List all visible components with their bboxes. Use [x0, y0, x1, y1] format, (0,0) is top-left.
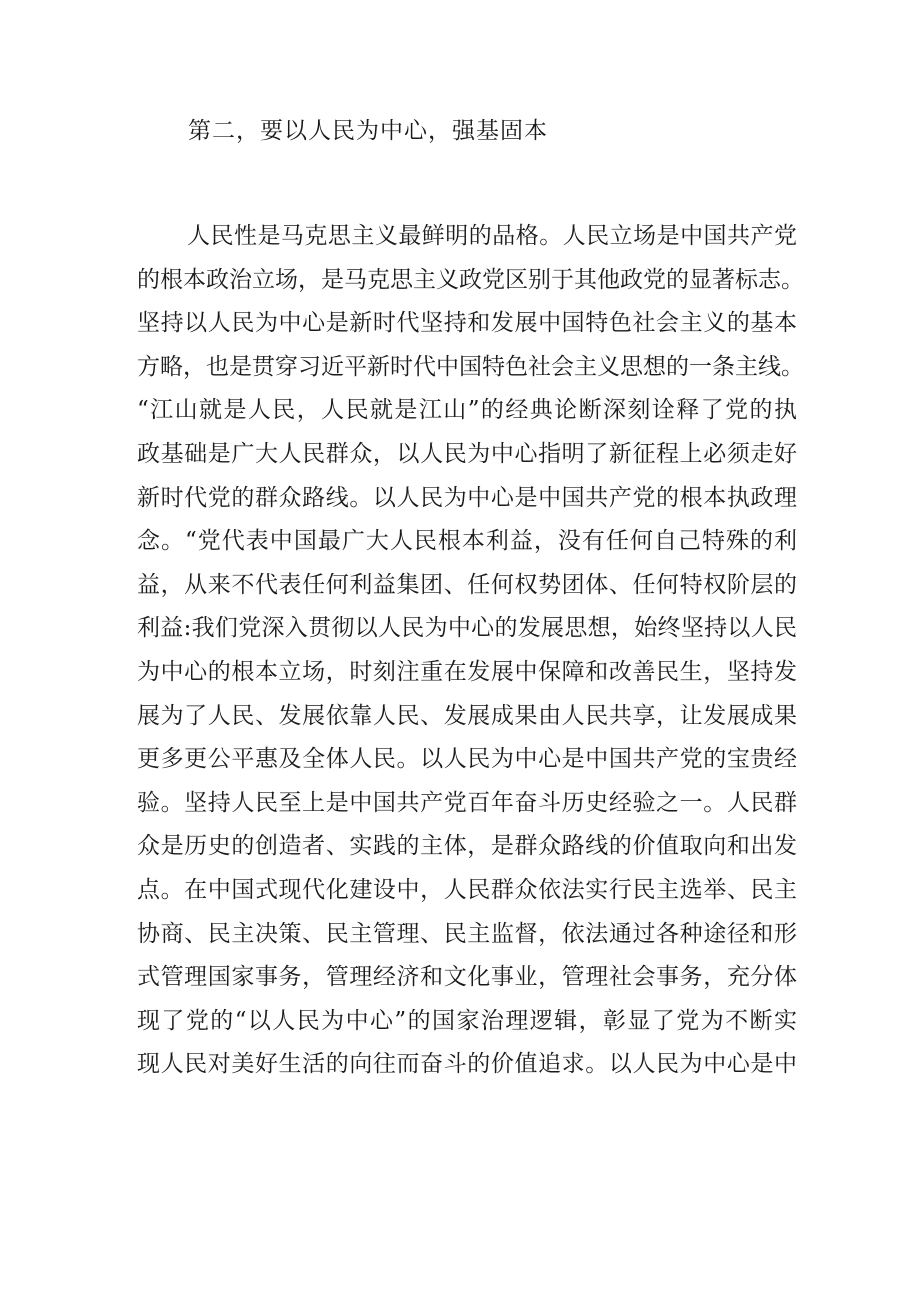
paragraph-line: 的根本政治立场，是马克思主义政党区别于其他政党的显著标志。	[137, 266, 804, 293]
paragraph-line: 政基础是广大人民群众，以人民为中心指明了新征程上必须走好	[137, 440, 797, 467]
paragraph-line: 益，从来不代表任何利益集团、任何权势团体、任何特权阶层的	[137, 571, 797, 598]
section-heading: 第二，要以人民为中心，强基固本	[188, 118, 548, 144]
body-paragraph	[137, 215, 804, 1087]
paragraph-line: 人民性是马克思主义最鲜明的品格。人民立场是中国共产党	[187, 223, 797, 249]
paragraph-line: 坚持以人民为中心是新时代坚持和发展中国特色社会主义的基本	[137, 310, 797, 337]
paragraph-line: “江山就是人民，人民就是江山”的经典论断深刻诠释了党的执	[137, 397, 797, 424]
paragraph-line: 展为了人民、发展依靠人民、发展成果由人民共享，让发展成果	[137, 702, 797, 729]
paragraph-line: 式管理国家事务，管理经济和文化事业，管理社会事务，充分体	[137, 964, 797, 991]
paragraph-line: 更多更公平惠及全体人民。以人民为中心是中国共产党的宝贵经	[137, 746, 797, 773]
paragraph-line: 方略，也是贯穿习近平新时代中国特色社会主义思想的一条主线。	[137, 353, 804, 380]
paragraph-line: 念。“党代表中国最广大人民根本利益，没有任何自己特殊的利	[137, 528, 797, 555]
paragraph-line: 现人民对美好生活的向往而奋斗的价值追求。以人民为中心是中	[137, 1051, 797, 1078]
paragraph-line: 利益:我们党深入贯彻以人民为中心的发展思想，始终坚持以人民	[137, 615, 797, 642]
paragraph-line: 新时代党的群众路线。以人民为中心是中国共产党的根本执政理	[137, 484, 797, 511]
paragraph-line: 现了党的“以人民为中心”的国家治理逻辑，彰显了党为不断实	[137, 1007, 797, 1034]
paragraph-line: 点。在中国式现代化建设中，人民群众依法实行民主选举、民主	[137, 876, 797, 903]
paragraph-line: 众是历史的创造者、实践的主体，是群众路线的价值取向和出发	[137, 833, 797, 860]
paragraph-line: 为中心的根本立场，时刻注重在发展中保障和改善民生，坚持发	[137, 658, 797, 685]
paragraph-line: 验。坚持人民至上是中国共产党百年奋斗历史经验之一。人民群	[137, 789, 797, 816]
paragraph-line: 协商、民主决策、民主管理、民主监督，依法通过各种途径和形	[137, 920, 797, 947]
